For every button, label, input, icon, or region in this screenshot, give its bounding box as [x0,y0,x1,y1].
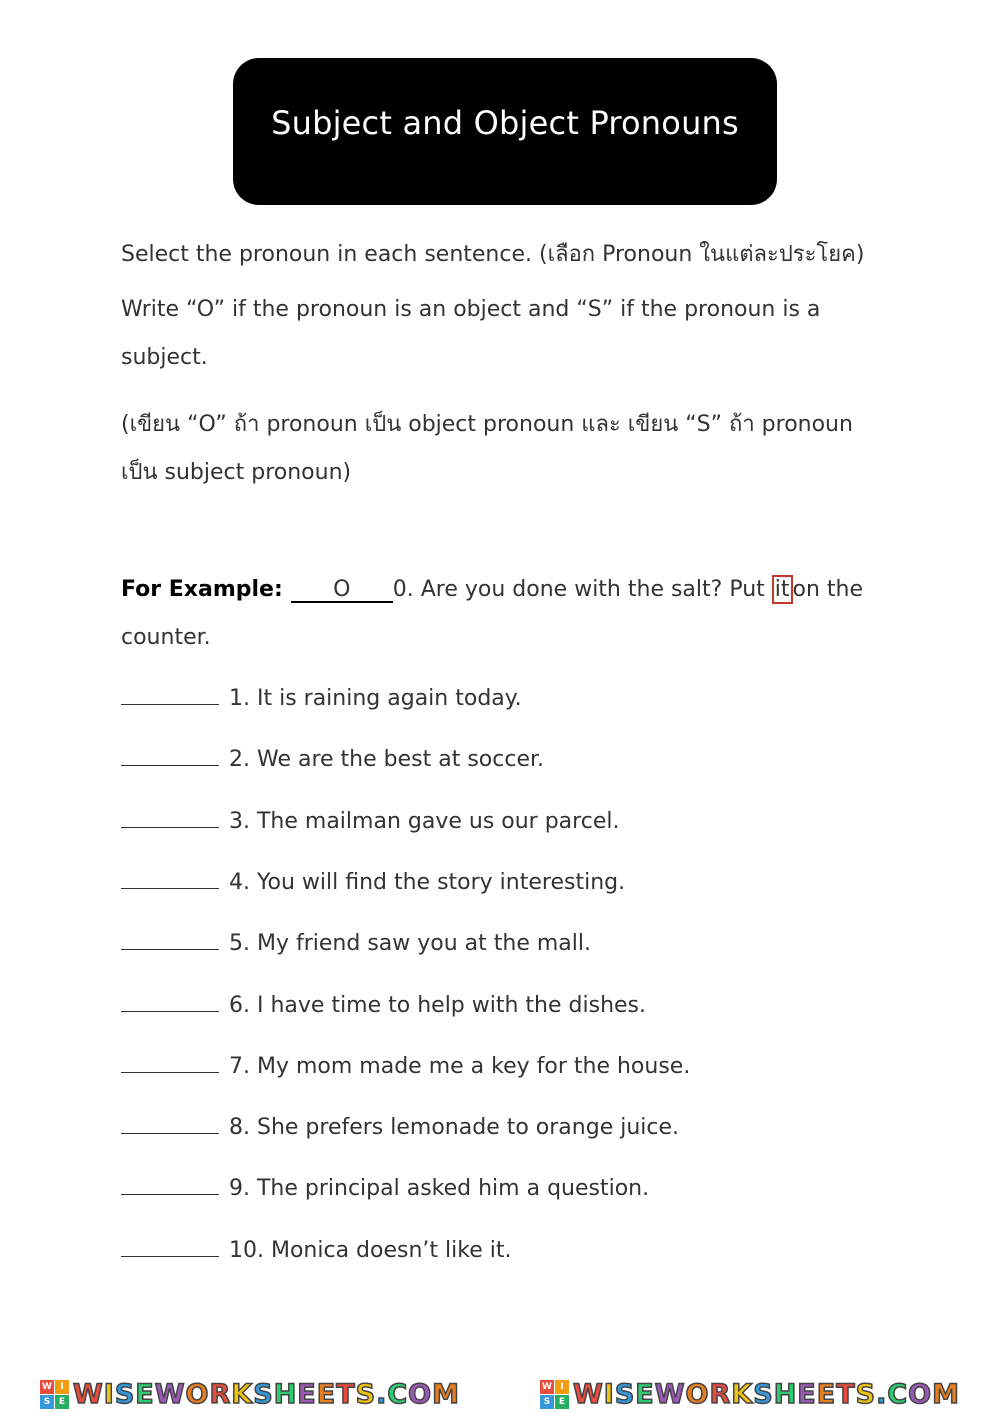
logo-letter: E [555,1395,569,1409]
brand-text: WISEWORKSHEETS.COM [73,1379,460,1410]
brand-logo-icon [40,1380,69,1409]
brand-text: WISEWORKSHEETS.COM [573,1379,960,1410]
question-row [121,747,544,772]
instruction-line-3a: (เขียน “O” ถ้า pronoun เป็น object pronoun และ เขียน “S” ถ้า pronoun [121,412,853,437]
question-row [121,809,619,834]
question-row [121,931,591,956]
question-row [121,993,646,1018]
brand-watermark-2 [540,1379,960,1410]
question-text: 7. My mom made me a key for the house. [229,1053,691,1079]
title-banner [233,58,777,205]
answer-blank[interactable] [121,870,219,889]
answer-blank[interactable] [121,1238,219,1257]
answer-blank[interactable] [121,1115,219,1134]
logo-letter: I [555,1380,569,1394]
logo-letter: W [540,1380,554,1394]
instruction-line-3b: เป็น subject pronoun) [121,460,352,485]
question-text: 5. My friend saw you at the mall. [229,931,591,957]
example-text-after: on the [792,577,864,602]
question-text: 6. I have time to help with the dishes. [229,992,647,1018]
question-row [121,1115,679,1140]
example-text-before: 0. Are you done with the salt? Put [392,577,765,602]
logo-letter: W [40,1380,54,1394]
answer-blank[interactable] [121,1054,219,1073]
question-text: 9. The principal asked him a question. [229,1176,650,1202]
answer-blank[interactable] [121,747,219,766]
logo-letter: S [40,1395,54,1409]
answer-blank[interactable] [121,931,219,950]
example-answer: O [291,579,393,603]
answer-blank[interactable] [121,993,219,1012]
question-row [121,1054,690,1079]
brand-watermark-1 [40,1379,460,1410]
instruction-line-1: Select the pronoun in each sentence. (เลือก Pronoun ในแต่ละประโยค) [121,242,865,267]
logo-letter: S [540,1395,554,1409]
logo-letter: I [55,1380,69,1394]
question-text: 3. The mailman gave us our parcel. [229,808,620,834]
question-row [121,1238,511,1263]
question-text: 2. We are the best at soccer. [229,747,544,773]
question-text: 1. It is raining again today. [229,686,522,711]
example-highlight-pronoun: it [772,575,793,604]
example-label: For Example: [121,577,283,602]
logo-letter: E [55,1395,69,1409]
instruction-line-2a: Write “O” if the pronoun is an object and “S” if the pronoun is a [121,297,821,322]
answer-blank[interactable] [121,686,219,705]
question-row [121,686,522,711]
brand-logo-icon [540,1380,569,1409]
instruction-line-2b: subject. [121,345,208,370]
example-row [121,577,863,603]
question-row [121,1176,649,1201]
question-text: 8. She prefers lemonade to orange juice. [229,1115,680,1141]
question-text: 4. You will find the story interesting. [229,869,626,895]
question-text: 10. Monica doesn’t like it. [229,1237,512,1263]
example-text-cont: counter. [121,625,211,650]
question-row [121,870,625,895]
answer-blank[interactable] [121,1176,219,1195]
footer-watermark [0,1376,1000,1413]
answer-blank[interactable] [121,809,219,828]
page-title: Subject and Object Pronouns [271,103,739,142]
